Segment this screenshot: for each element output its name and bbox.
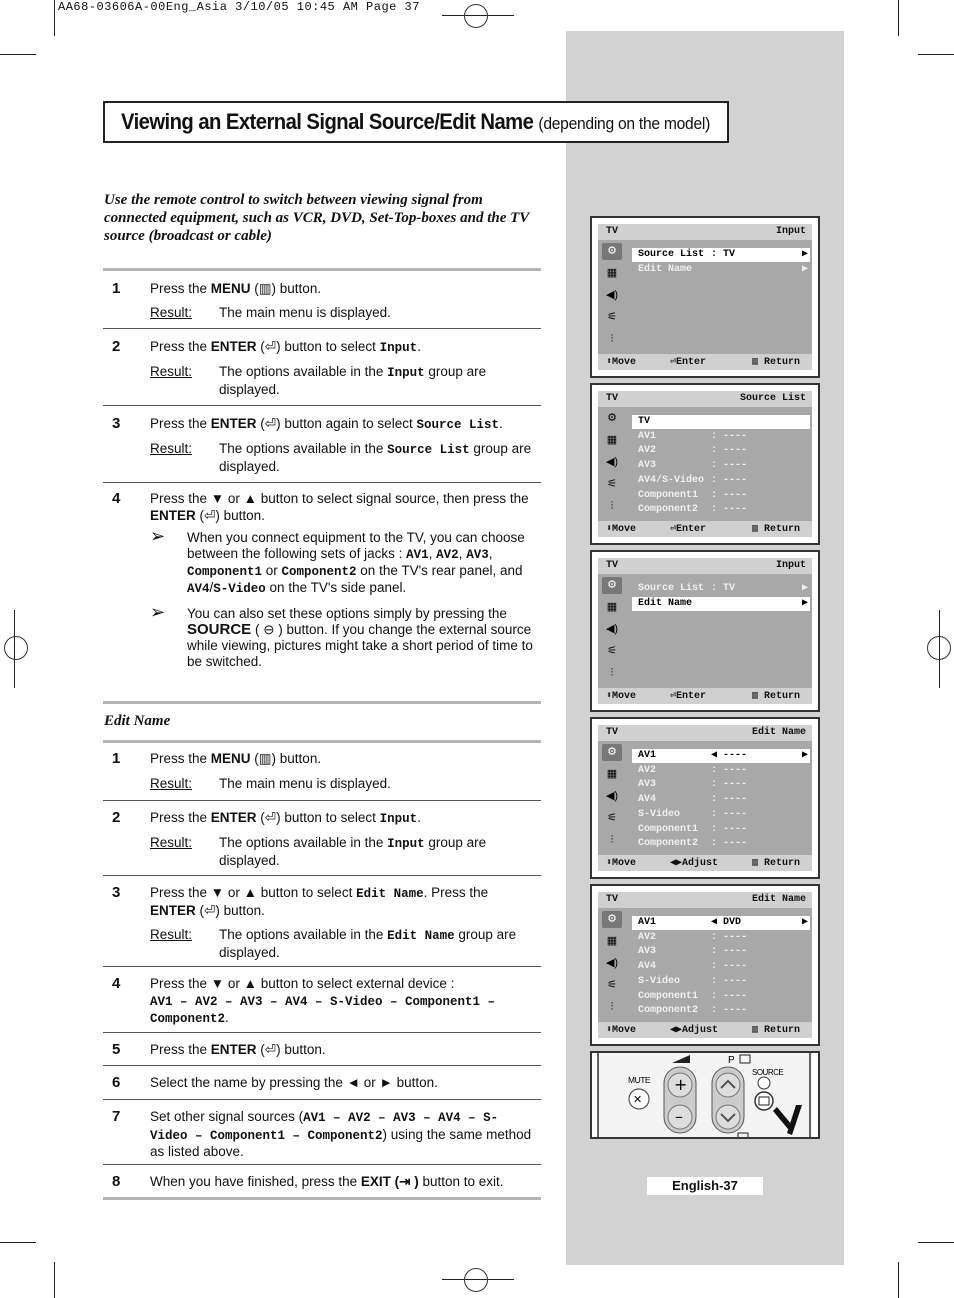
registration-mark-icon [927,636,951,660]
step-divider [103,1065,541,1066]
section-rule [103,740,541,743]
osd-menu-icon: ⫶ [610,667,614,679]
osd-row-arrow: ▶ [801,917,808,928]
osd-menu-icon: ▦ [606,601,618,613]
osd-row [632,975,810,989]
osd-row [632,248,810,262]
step-divider [103,875,541,876]
osd-row-label: S-Video [632,808,681,820]
osd-menu-icon: ⚟ [607,812,617,824]
step-text: Press the ▼ or ▲ button to select external device : AV1 – AV2 – AV3 – AV4 – S-Video – Component1 – Component2. [150,976,496,1026]
note-arrow-icon: ➢ [150,526,166,546]
osd-footer [598,855,812,871]
step-number: 6 [112,1074,121,1091]
osd-row [632,415,810,429]
osd-menu-icon: ◀) [605,790,619,802]
osd-row [632,1004,810,1018]
osd-title-bar [598,391,812,407]
osd-screen [590,884,820,1046]
step-text: Press the ▼ or ▲ button to select signal source, then press the ENTER (⏎) button. [150,491,529,523]
osd-list [632,574,810,688]
crop-mark [54,0,55,36]
registration-mark-icon [464,1268,488,1292]
crop-mark [918,1242,954,1243]
osd-icon-column [598,908,626,1022]
osd-row [632,778,810,792]
result-label: Result: [150,776,193,791]
osd-screen [590,717,820,879]
osd-menu-icon: ⚟ [607,979,617,991]
registration-mark-icon [464,4,488,28]
osd-menu-icon: ⫶ [610,500,614,512]
osd-icon-column [598,240,626,354]
svg-text:–: – [675,1107,683,1126]
osd-footer [598,688,812,704]
osd-row [632,837,810,851]
note-text: You can also set these options simply by pressing the SOURCE ( ⊖ ) button. If you change the external source while viewing, pictures might take a short period of time to be switched. [187,606,533,669]
result-label: Result: [150,305,193,320]
osd-row-value: : ---- [711,504,748,516]
osd-foot-enter: ◀▶Adjust [670,858,719,869]
osd-list [632,741,810,855]
osd-tv-label: TV [606,894,619,905]
osd-foot-move: ⬍Move [606,691,637,702]
osd-menu-icon: ◀) [605,623,619,635]
remote-source-label: SOURCE [752,1068,784,1077]
osd-row [632,474,810,488]
osd-foot-return: ▥ Return [752,1025,801,1036]
osd-row-value: : ---- [711,1005,748,1017]
step-text: Press the ▼ or ▲ button to select Edit Name. Press the ENTER (⏎) button. [150,885,489,918]
osd-title-bar [598,224,812,240]
osd-row-value: : ---- [711,474,748,486]
osd-row [632,931,810,945]
osd-foot-return: ▥ Return [752,357,801,368]
result-label: Result: [150,927,193,942]
osd-row-value: : ---- [711,430,748,442]
step-text: When you have finished, press the EXIT (⇥ ) button to exit. [150,1174,504,1189]
note-arrow-icon: ➢ [150,602,166,622]
osd-row-arrow: ▶ [801,583,808,594]
osd-row-value: : ---- [711,489,748,501]
osd-row [632,960,810,974]
step-number: 4 [112,975,121,992]
page-subtitle: (depending on the model) [538,114,711,133]
osd-row-value: : ---- [711,931,748,943]
osd-row [632,764,810,778]
step-text: Press the ENTER (⏎) button to select Input. [150,339,421,355]
osd-row-label: TV [632,416,651,427]
section-rule [103,1197,541,1200]
osd-row-label: Component2 [632,504,699,516]
remote-control-illustration [590,1051,820,1139]
osd-tv-label: TV [606,727,619,738]
osd-foot-move: ⬍Move [606,1025,637,1036]
osd-row-label: S-Video [632,975,681,987]
osd-foot-enter: ◀▶Adjust [670,1025,719,1036]
page-number: English-37 [647,1177,763,1195]
osd-menu-icon: ⚙ [602,744,622,761]
osd-row-arrow: ▶ [801,249,808,260]
osd-row-label: Edit Name [632,597,693,609]
osd-menu-icon: ▦ [606,267,618,279]
osd-menu-icon: ◀) [605,456,619,468]
osd-tv-label: TV [606,226,619,237]
osd-menu-title: Edit Name [751,727,806,738]
osd-menu-icon: ⚙ [602,243,622,260]
osd-row-label: AV1 [632,750,657,761]
osd-row-value: : TV [711,249,736,260]
step-text: Press the ENTER (⏎) button to select Input. [150,810,421,826]
result-text: The options available in the Source List group are displayed. [219,441,532,474]
svg-text:✕: ✕ [633,1093,643,1106]
section-heading-edit-name: Edit Name [104,713,171,729]
osd-list [632,240,810,354]
osd-row-value: : ---- [711,838,748,850]
osd-menu-icon: ⚟ [607,478,617,490]
step-divider [103,482,541,483]
osd-foot-move: ⬍Move [606,524,637,535]
result-text: The options available in the Input group are displayed. [219,364,487,397]
step-divider [103,966,541,967]
osd-display [598,558,812,704]
step-number: 4 [112,490,121,507]
step-number: 3 [112,415,121,432]
osd-row-value: ◀ ---- [711,750,748,761]
osd-list [632,908,810,1022]
osd-row-value: : ---- [711,445,748,457]
result-label: Result: [150,835,193,850]
osd-row-arrow: ▶ [801,750,808,761]
osd-row-value: : ---- [711,961,748,973]
step-number: 2 [112,809,121,826]
osd-menu-icon: ◀) [605,289,619,301]
osd-row [632,263,810,277]
osd-foot-move: ⬍Move [606,357,637,368]
step-text: Press the ENTER (⏎) button. [150,1042,326,1057]
osd-row [632,990,810,1004]
osd-row-arrow: ▶ [801,597,808,609]
osd-menu-title: Edit Name [751,894,806,905]
crop-mark [54,1262,55,1298]
osd-tv-label: TV [606,560,619,571]
step-text: Press the ENTER (⏎) button again to select Source List. [150,416,503,432]
step-divider [103,1099,541,1100]
result-text: The main menu is displayed. [219,305,391,320]
step-text: Press the MENU (▥) button. [150,751,322,766]
result-label: Result: [150,441,193,456]
osd-display [598,892,812,1038]
osd-screen [590,216,820,378]
result-text: The options available in the Edit Name group are displayed. [219,927,517,960]
osd-menu-icon: ⚙ [602,911,622,928]
osd-tv-label: TV [606,393,619,404]
osd-row-label: AV1 [632,917,657,928]
crop-mark [918,54,954,55]
osd-display [598,391,812,537]
osd-foot-enter: ⏎Enter [670,524,707,535]
osd-display [598,224,812,370]
osd-menu-icon: ⫶ [610,1001,614,1013]
crop-mark [0,54,36,55]
step-divider [103,1032,541,1033]
osd-row [632,503,810,517]
crop-mark [442,15,514,16]
step-divider [103,1164,541,1165]
osd-menu-icon: ⫶ [610,834,614,846]
crop-mark [442,1279,514,1280]
osd-screen [590,550,820,712]
osd-menu-icon: ⚙ [607,412,617,424]
step-number: 3 [112,884,121,901]
osd-row-label: AV3 [632,779,657,791]
page-title: Viewing an External Signal Source/Edit Name (depending on the model) [121,109,711,134]
osd-menu-icon: ⫶ [610,333,614,345]
result-text: The main menu is displayed. [219,776,391,791]
step-number: 1 [112,280,121,297]
osd-foot-enter: ⏎Enter [670,357,707,368]
osd-icon-column [598,574,626,688]
step-divider [103,800,541,801]
osd-foot-return: ▥ Return [752,691,801,702]
step-number: 1 [112,750,121,767]
osd-row-value: : ---- [711,808,748,820]
step-divider [103,328,541,329]
osd-row [632,459,810,473]
osd-list [632,407,810,521]
osd-menu-title: Input [775,560,806,571]
osd-row-label: AV3 [632,460,657,472]
osd-row [632,489,810,503]
osd-menu-icon: ⚙ [602,577,622,594]
osd-menu-title: Input [775,226,806,237]
osd-row-value: : ---- [711,764,748,776]
osd-row-label: Edit Name [632,263,693,275]
osd-icon-column [598,741,626,855]
remote-p-label: P [728,1055,735,1066]
osd-row-value: ◀ DVD [711,917,742,928]
page-title-box [103,101,729,143]
osd-row-value: : ---- [711,975,748,987]
osd-row-value: : ---- [711,990,748,1002]
osd-row [632,582,810,596]
osd-row-value: : ---- [711,779,748,791]
osd-row-value: : TV [711,583,736,594]
osd-menu-icon: ▦ [606,768,618,780]
osd-row-label: Component1 [632,823,699,835]
osd-footer [598,521,812,537]
note-text: When you connect equipment to the TV, you can choose between the following sets of jacks : AV1, AV2, AV3, Component1 or Component2 on the TV's rear panel, and AV4/S-Video on the TV's side panel. [187,530,525,596]
osd-row-label: AV4 [632,961,657,973]
osd-footer [598,1022,812,1038]
osd-row-label: AV2 [632,931,657,943]
osd-row-label: AV2 [632,764,657,776]
osd-foot-move: ⬍Move [606,858,637,869]
osd-row [632,945,810,959]
step-text: Select the name by pressing the ◄ or ► button. [150,1075,438,1090]
svg-text:+: + [674,1075,688,1094]
crop-mark [0,1242,36,1243]
osd-row-label: AV3 [632,946,657,958]
osd-title-bar [598,892,812,908]
osd-row-label: Component2 [632,1005,699,1017]
remote-control-icon [592,1053,818,1137]
osd-row-label: AV4/S-Video [632,474,705,486]
osd-row [632,444,810,458]
osd-row [632,597,810,611]
osd-row [632,749,810,763]
osd-menu-icon: ⚟ [607,645,617,657]
intro-text: Use the remote control to switch between viewing signal from connected equipment, such as VCR, DVD, Set-Top-boxes and the TV source (broadcast or cable) [104,192,530,244]
step-text: Set other signal sources (AV1 – AV2 – AV3 – AV4 – S-Video – Component1 – Component2) using the same method as listed above. [150,1109,532,1159]
osd-foot-enter: ⏎Enter [670,691,707,702]
step-number: 8 [112,1173,121,1190]
crop-mark [898,0,899,36]
step-number: 5 [112,1041,121,1058]
osd-menu-title: Source List [739,393,806,404]
section-rule [103,268,541,271]
osd-row-label: Component1 [632,990,699,1002]
osd-row-value: : ---- [711,946,748,958]
osd-row-value: : ---- [711,460,748,472]
osd-row [632,430,810,444]
crop-mark [898,1262,899,1298]
osd-row-value: : ---- [711,794,748,806]
osd-menu-icon: ◀) [605,957,619,969]
osd-display [598,725,812,871]
step-text: Press the MENU (▥) button. [150,281,322,296]
osd-row [632,823,810,837]
osd-footer [598,354,812,370]
osd-row [632,793,810,807]
osd-row-label: Source List [632,249,705,260]
osd-menu-icon: ▦ [606,434,618,446]
osd-row-label: AV2 [632,445,657,457]
osd-row [632,916,810,930]
result-label: Result: [150,364,193,379]
print-header: AA68-03606A-00Eng_Asia 3/10/05 10:45 AM Page 37 [58,0,420,14]
osd-icon-column [598,407,626,521]
osd-row-label: Component2 [632,838,699,850]
osd-screen [590,383,820,545]
osd-foot-return: ▥ Return [752,524,801,535]
remote-mute-label: MUTE [628,1075,651,1085]
osd-title-bar [598,558,812,574]
osd-foot-return: ▥ Return [752,858,801,869]
osd-row-label: AV4 [632,794,657,806]
osd-menu-icon: ▦ [606,935,618,947]
section-rule [103,701,541,704]
osd-row-label: Component1 [632,489,699,501]
osd-title-bar [598,725,812,741]
osd-row-value: : ---- [711,823,748,835]
osd-menu-icon: ⚟ [607,311,617,323]
osd-row [632,808,810,822]
result-text: The options available in the Input group are displayed. [219,835,487,868]
osd-row-label: AV1 [632,430,657,442]
osd-row-label: Source List [632,583,705,594]
step-divider [103,405,541,406]
step-number: 7 [112,1108,121,1125]
registration-mark-icon [4,636,28,660]
step-number: 2 [112,338,121,355]
osd-row-arrow: ▶ [801,263,808,275]
